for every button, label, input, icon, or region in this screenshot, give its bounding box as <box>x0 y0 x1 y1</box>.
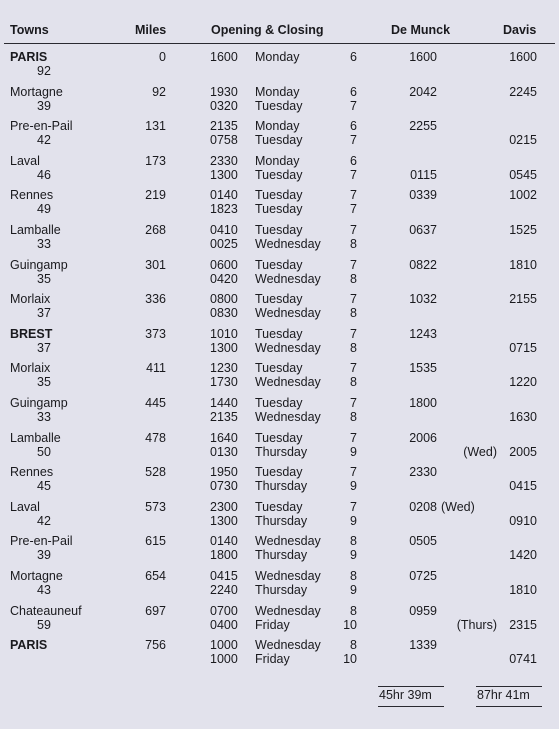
closing-day-number: 9 <box>350 514 357 528</box>
demunck-time: 0339 <box>409 188 437 202</box>
town-distance: 35 <box>37 375 51 389</box>
opening-time: 1000 <box>210 638 238 652</box>
closing-day: Tuesday <box>255 168 303 182</box>
town-name: Morlaix <box>10 361 51 375</box>
closing-day-number: 8 <box>350 341 357 355</box>
demunck-time: 1032 <box>409 292 437 306</box>
town-name: Mortagne <box>10 85 63 99</box>
davis-time: 0910 <box>509 514 537 528</box>
closing-day-number: 8 <box>350 272 357 286</box>
opening-day-number: 8 <box>350 604 357 618</box>
demunck-time: 1800 <box>409 396 437 410</box>
opening-day-number: 7 <box>350 361 357 375</box>
town-distance: 42 <box>37 514 51 528</box>
header-rule <box>4 43 555 44</box>
closing-day: Friday <box>255 618 290 632</box>
demunck-time: 0115 <box>410 168 437 182</box>
opening-day-number: 7 <box>350 188 357 202</box>
closing-day-number: 10 <box>343 652 357 666</box>
opening-day: Wednesday <box>255 604 321 618</box>
opening-day: Wednesday <box>255 534 321 548</box>
demunck-time: 1600 <box>409 50 437 64</box>
closing-day-number: 8 <box>350 306 357 320</box>
opening-day: Monday <box>255 154 300 168</box>
davis-total: 87hr 41m <box>477 688 530 702</box>
closing-day-number: 8 <box>350 237 357 251</box>
opening-day-number: 7 <box>350 500 357 514</box>
davis-time: 1810 <box>509 583 537 597</box>
davis-time: 2155 <box>509 292 537 306</box>
opening-day-number: 7 <box>350 431 357 445</box>
miles-value: 411 <box>146 361 166 375</box>
closing-time: 0025 <box>210 237 238 251</box>
opening-time: 0140 <box>210 534 238 548</box>
miles-value: 615 <box>145 534 166 548</box>
town-distance: 33 <box>37 237 51 251</box>
demunck-total-rule-top <box>378 686 444 687</box>
demunck-time: 2006 <box>409 431 437 445</box>
demunck-time: 1339 <box>409 638 437 652</box>
town-distance: 35 <box>37 272 51 286</box>
closing-day: Wednesday <box>255 237 321 251</box>
closing-time: 0730 <box>210 479 238 493</box>
davis-time: 2315 <box>509 618 537 632</box>
opening-day-number: 8 <box>350 638 357 652</box>
miles-value: 445 <box>145 396 166 410</box>
town-name: Laval <box>10 500 40 514</box>
closing-day: Wednesday <box>255 306 321 320</box>
closing-day: Wednesday <box>255 272 321 286</box>
town-name: Morlaix <box>10 292 51 306</box>
closing-day-number: 9 <box>350 445 357 459</box>
demunck-time: 0637 <box>409 223 437 237</box>
demunck-day-note: (Wed) <box>441 500 475 514</box>
header-miles: Miles <box>135 23 167 37</box>
opening-day: Monday <box>255 50 300 64</box>
town-distance: 50 <box>37 445 51 459</box>
closing-time: 0400 <box>210 618 238 632</box>
closing-day-number: 9 <box>350 548 357 562</box>
davis-time: 1600 <box>509 50 537 64</box>
closing-day-number: 8 <box>350 375 357 389</box>
closing-time: 0420 <box>210 272 238 286</box>
miles-value: 528 <box>145 465 166 479</box>
closing-day-number: 9 <box>350 479 357 493</box>
opening-time: 0600 <box>210 258 238 272</box>
miles-value: 0 <box>159 50 166 64</box>
closing-time: 1000 <box>210 652 238 666</box>
closing-day: Thursday <box>255 583 308 597</box>
town-distance: 39 <box>37 548 51 562</box>
miles-value: 697 <box>145 604 166 618</box>
closing-time: 1300 <box>210 341 238 355</box>
opening-day: Tuesday <box>255 396 303 410</box>
opening-time: 0415 <box>210 569 238 583</box>
town-distance: 37 <box>37 341 51 355</box>
closing-day-number: 7 <box>350 168 357 182</box>
town-distance: 45 <box>37 479 51 493</box>
opening-time: 0800 <box>210 292 238 306</box>
davis-time: 1220 <box>509 375 537 389</box>
opening-day-number: 7 <box>350 327 357 341</box>
closing-day: Thursday <box>255 479 308 493</box>
opening-day-number: 7 <box>350 465 357 479</box>
davis-time: 0715 <box>509 341 537 355</box>
town-distance: 43 <box>37 583 51 597</box>
demunck-time: 0822 <box>409 258 437 272</box>
opening-time: 1930 <box>210 85 238 99</box>
town-name: PARIS <box>10 638 48 652</box>
closing-day-number: 7 <box>350 99 357 113</box>
davis-time: 0545 <box>509 168 537 182</box>
opening-time: 1230 <box>210 361 238 375</box>
closing-day: Tuesday <box>255 202 303 216</box>
opening-day-number: 6 <box>350 85 357 99</box>
opening-day: Tuesday <box>255 258 303 272</box>
opening-day: Tuesday <box>255 327 303 341</box>
davis-time: 2245 <box>509 85 537 99</box>
opening-day-number: 6 <box>350 50 357 64</box>
closing-day-number: 7 <box>350 202 357 216</box>
davis-time: 0415 <box>509 479 537 493</box>
demunck-time: 2255 <box>409 119 437 133</box>
closing-time: 0130 <box>210 445 238 459</box>
opening-time: 0410 <box>210 223 238 237</box>
closing-time: 0758 <box>210 133 238 147</box>
opening-day-number: 6 <box>350 119 357 133</box>
town-distance: 39 <box>37 99 51 113</box>
opening-day-number: 8 <box>350 569 357 583</box>
header-towns: Towns <box>10 23 49 37</box>
demunck-time: 2042 <box>409 85 437 99</box>
town-distance: 49 <box>37 202 51 216</box>
town-name: Rennes <box>10 188 54 202</box>
header-davis: Davis <box>503 23 537 37</box>
town-distance: 46 <box>37 168 51 182</box>
closing-time: 1730 <box>210 375 238 389</box>
closing-time: 1300 <box>210 514 238 528</box>
davis-time: 1002 <box>509 188 537 202</box>
opening-time: 0140 <box>210 188 238 202</box>
miles-value: 654 <box>145 569 166 583</box>
miles-value: 573 <box>145 500 166 514</box>
miles-value: 92 <box>152 85 166 99</box>
opening-day-number: 7 <box>350 223 357 237</box>
town-name: Rennes <box>10 465 54 479</box>
town-distance: 59 <box>37 618 51 632</box>
miles-value: 173 <box>145 154 166 168</box>
closing-day-number: 9 <box>350 583 357 597</box>
closing-time: 2240 <box>210 583 238 597</box>
demunck-time: 0208 <box>409 500 437 514</box>
closing-day: Wednesday <box>255 341 321 355</box>
opening-time: 1440 <box>210 396 238 410</box>
closing-day: Tuesday <box>255 133 303 147</box>
town-name: Lamballe <box>10 431 61 445</box>
town-distance: 33 <box>37 410 51 424</box>
opening-day-number: 8 <box>350 534 357 548</box>
demunck-time: 1243 <box>409 327 437 341</box>
opening-day-number: 7 <box>350 258 357 272</box>
header-opening-closing: Opening & Closing <box>211 23 324 37</box>
closing-time: 1300 <box>210 168 238 182</box>
demunck-total-rule-bottom <box>378 706 444 707</box>
miles-value: 131 <box>145 119 166 133</box>
opening-day: Wednesday <box>255 569 321 583</box>
town-name: Laval <box>10 154 40 168</box>
opening-time: 2330 <box>210 154 238 168</box>
closing-time: 1800 <box>210 548 238 562</box>
opening-day: Tuesday <box>255 465 303 479</box>
closing-time: 0320 <box>210 99 238 113</box>
opening-day: Tuesday <box>255 292 303 306</box>
closing-day: Wednesday <box>255 375 321 389</box>
davis-time: 2005 <box>509 445 537 459</box>
closing-day-number: 10 <box>343 618 357 632</box>
closing-day-number: 7 <box>350 133 357 147</box>
miles-value: 756 <box>145 638 166 652</box>
opening-time: 0700 <box>210 604 238 618</box>
opening-day: Tuesday <box>255 500 303 514</box>
miles-value: 219 <box>145 188 166 202</box>
closing-day: Friday <box>255 652 290 666</box>
town-name: Pre-en-Pail <box>10 119 73 133</box>
davis-time: 0741 <box>509 652 537 666</box>
town-name: Guingamp <box>10 396 68 410</box>
opening-day: Monday <box>255 119 300 133</box>
town-name: BREST <box>10 327 53 341</box>
demunck-time: 2330 <box>409 465 437 479</box>
town-name: Mortagne <box>10 569 63 583</box>
davis-time: 1810 <box>509 258 537 272</box>
town-name: Lamballe <box>10 223 61 237</box>
town-name: PARIS <box>10 50 48 64</box>
town-distance: 92 <box>37 64 51 78</box>
miles-value: 301 <box>145 258 166 272</box>
opening-time: 1010 <box>210 327 238 341</box>
miles-value: 336 <box>145 292 166 306</box>
closing-day: Thursday <box>255 514 308 528</box>
miles-value: 268 <box>145 223 166 237</box>
opening-time: 1950 <box>210 465 238 479</box>
closing-time: 2135 <box>210 410 238 424</box>
miles-value: 373 <box>145 327 166 341</box>
town-name: Chateauneuf <box>10 604 82 618</box>
header-de-munck: De Munck <box>391 23 451 37</box>
demunck-time: 1535 <box>409 361 437 375</box>
opening-day: Wednesday <box>255 638 321 652</box>
miles-value: 478 <box>145 431 166 445</box>
closing-day-number: 8 <box>350 410 357 424</box>
opening-day: Tuesday <box>255 188 303 202</box>
closing-time: 1823 <box>210 202 238 216</box>
davis-time: 1630 <box>509 410 537 424</box>
closing-day: Thursday <box>255 445 308 459</box>
davis-time: 0215 <box>509 133 537 147</box>
opening-time: 2135 <box>210 119 238 133</box>
opening-time: 1600 <box>210 50 238 64</box>
town-name: Guingamp <box>10 258 68 272</box>
demunck-time: 0725 <box>409 569 437 583</box>
demunck-total: 45hr 39m <box>379 688 432 702</box>
closing-day: Wednesday <box>255 410 321 424</box>
opening-day-number: 7 <box>350 396 357 410</box>
closing-day: Tuesday <box>255 99 303 113</box>
davis-total-rule-bottom <box>476 706 542 707</box>
opening-day: Tuesday <box>255 361 303 375</box>
davis-time: 1525 <box>509 223 537 237</box>
town-name: Pre-en-Pail <box>10 534 73 548</box>
opening-day: Tuesday <box>255 431 303 445</box>
town-distance: 42 <box>37 133 51 147</box>
demunck-time: 0505 <box>409 534 437 548</box>
opening-day: Tuesday <box>255 223 303 237</box>
davis-day-note: (Thurs) <box>456 618 497 632</box>
opening-day-number: 6 <box>350 154 357 168</box>
opening-day: Monday <box>255 85 300 99</box>
davis-time: 1420 <box>509 548 537 562</box>
opening-time: 1640 <box>210 431 238 445</box>
davis-day-note: (Wed) <box>463 445 497 459</box>
closing-day: Thursday <box>255 548 308 562</box>
opening-day-number: 7 <box>350 292 357 306</box>
opening-time: 2300 <box>210 500 238 514</box>
davis-total-rule-top <box>476 686 542 687</box>
town-distance: 37 <box>37 306 51 320</box>
closing-time: 0830 <box>210 306 238 320</box>
demunck-time: 0959 <box>409 604 437 618</box>
